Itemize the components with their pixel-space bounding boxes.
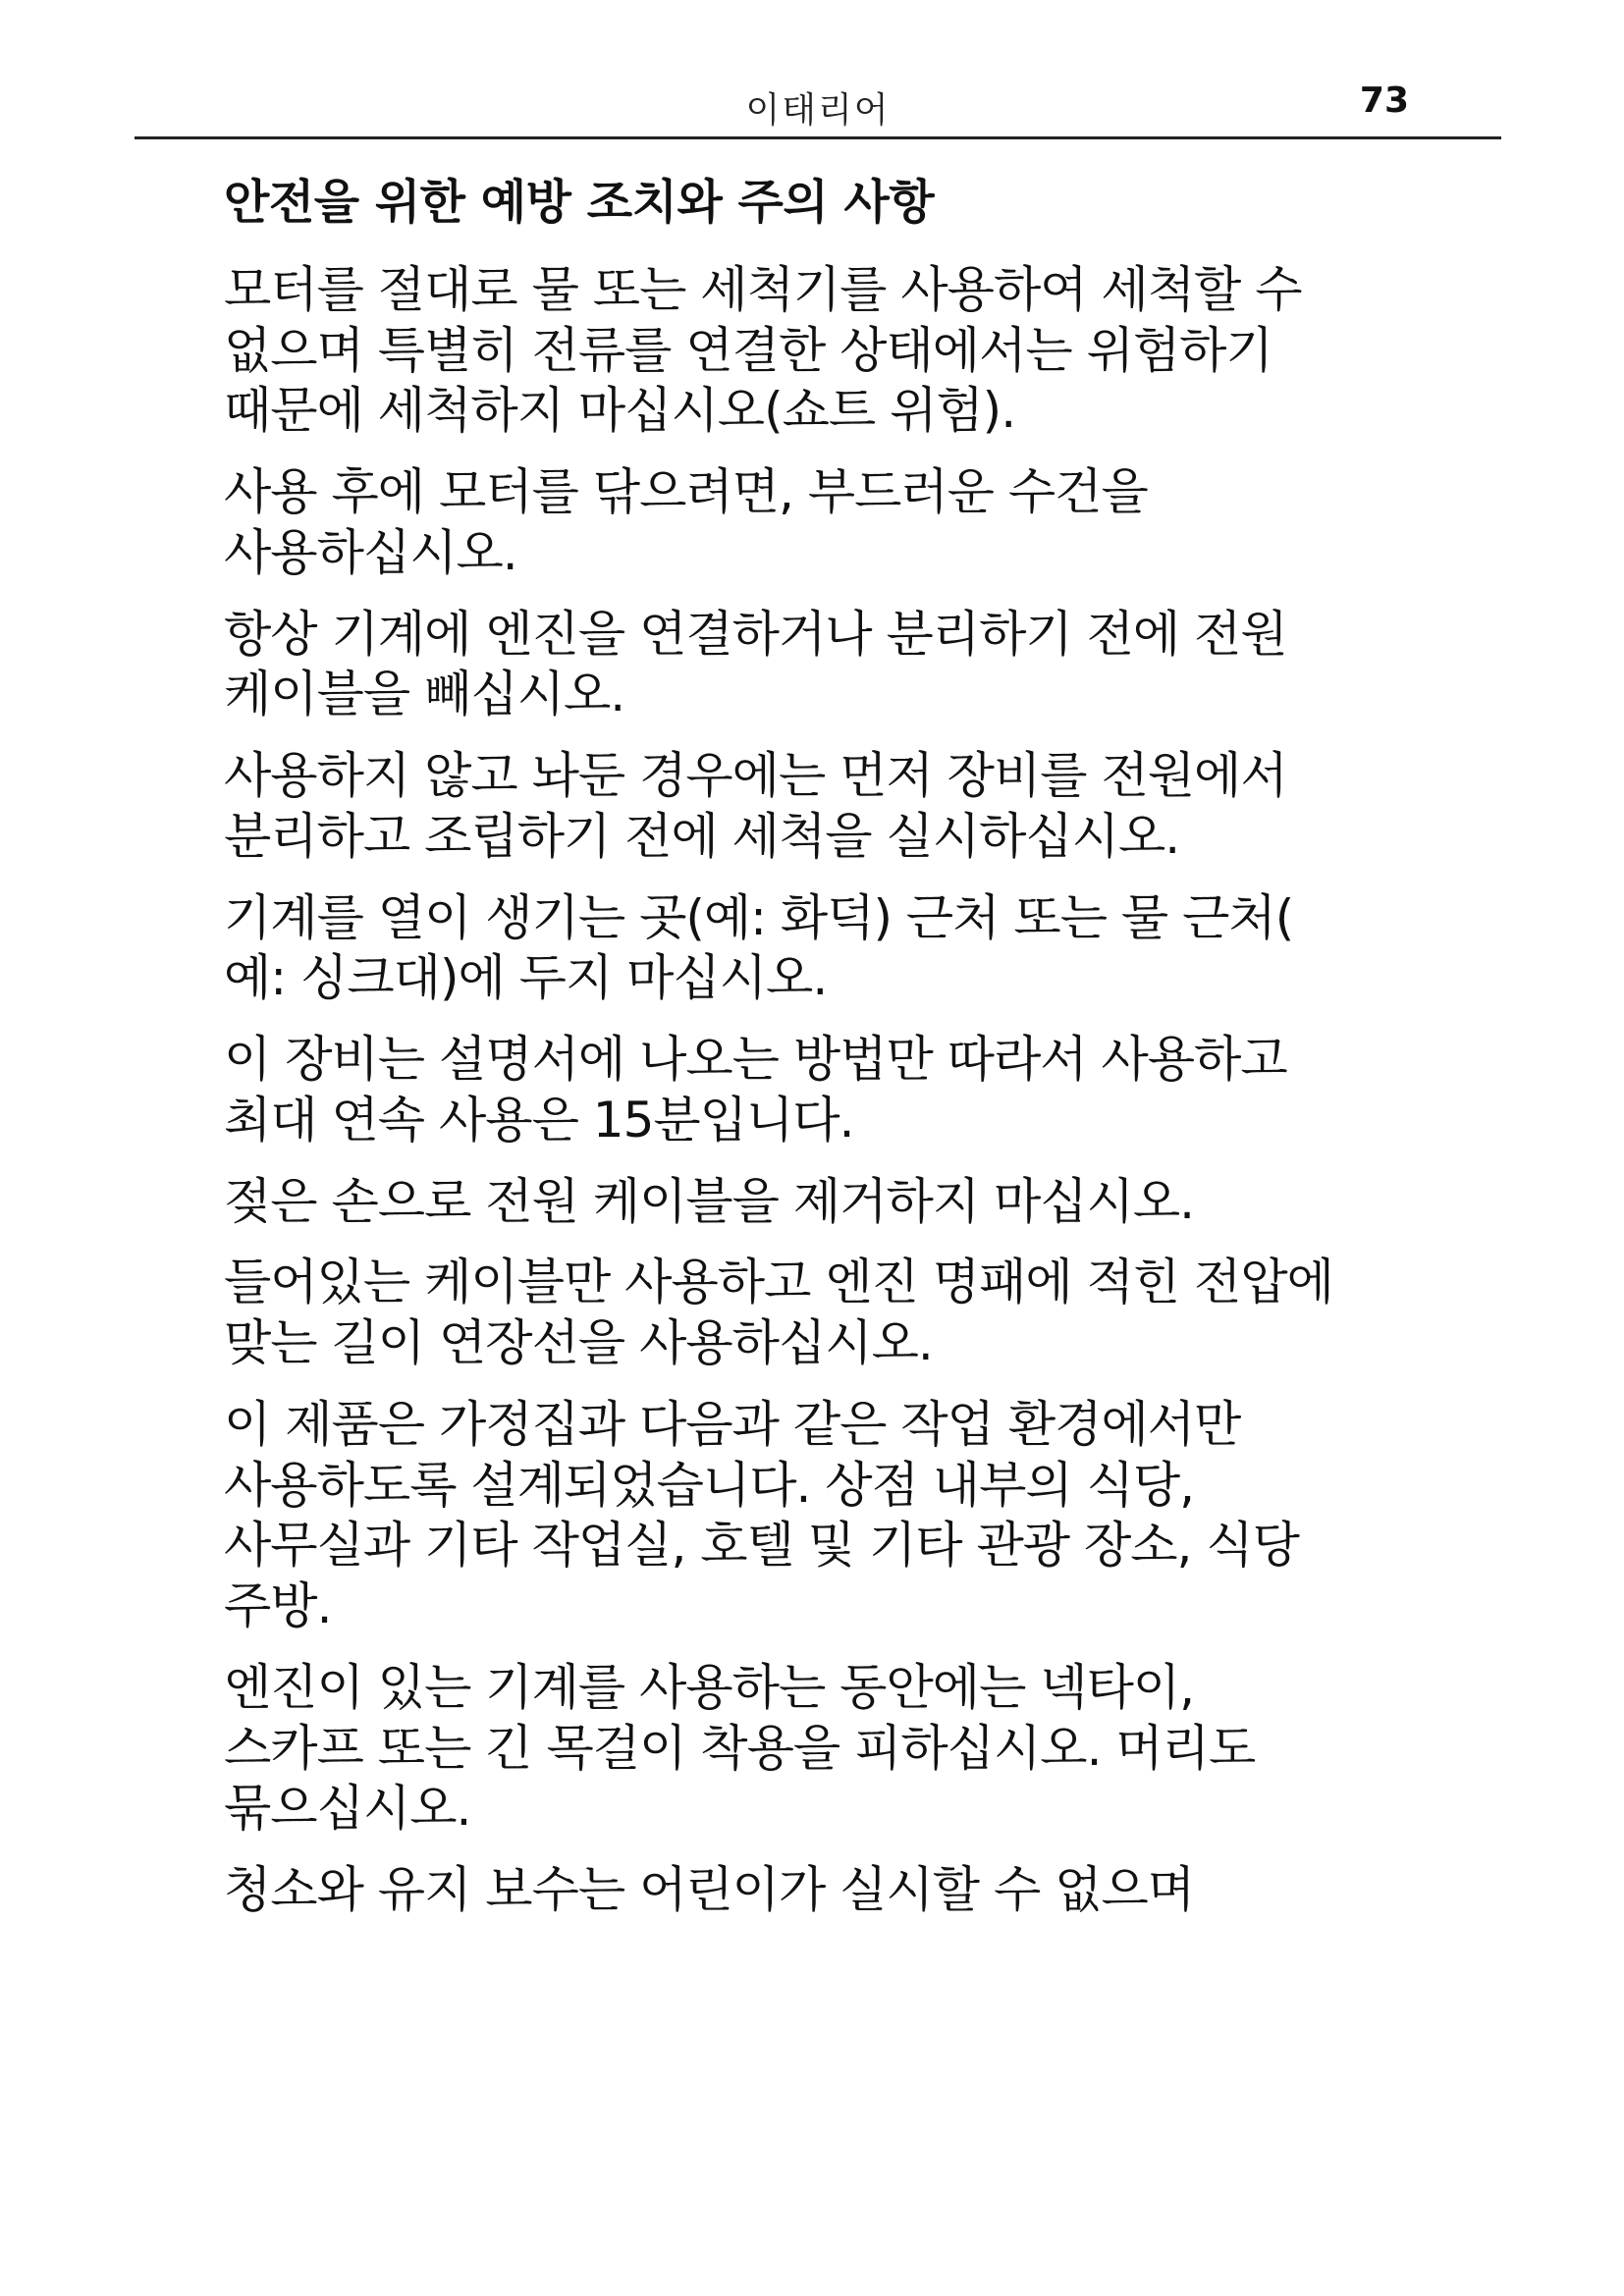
section-title: 이태리어: [745, 90, 891, 131]
main-content: [224, 171, 1441, 1942]
paragraph-wipe-after-use: 사용 후에 모터를 닦으려면, 부드러운 수건을 사용하십시오.: [224, 463, 1148, 581]
paragraph-intended-use: 이 제품은 가정집과 다음과 같은 작업 환경에서만 사용하도록 설계되었습니다. 상점 내부의 식당, 사무실과 기타 작업실, 호텔 및 기타 관광 장소, 식당 주방.: [224, 1395, 1299, 1635]
paragraph-children-maintenance: 청소와 유지 보수는 어린이가 실시할 수 없으며: [224, 1861, 1195, 1919]
page-number: 73: [1359, 80, 1409, 121]
section-heading: 안전을 위한 예방 조치와 주의 사항: [224, 175, 935, 230]
paragraph-unplug-when-idle: 사용하지 않고 놔둔 경우에는 먼저 장비를 전원에서 분리하고 조립하기 전에 세척을 실시하십시오.: [224, 747, 1287, 865]
paragraph-unplug-before-connect: 항상 기계에 엔진을 연결하거나 분리하기 전에 전원 케이블을 빼십시오.: [224, 605, 1287, 723]
paragraph-wet-hands-warning: 젖은 손으로 전원 케이블을 제거하지 마십시오.: [224, 1172, 1195, 1230]
paragraph-placement-warning: 기계를 열이 생기는 곳(예: 화덕) 근처 또는 물 근처( 예: 싱크대)에 두지 마십시오.: [224, 888, 1294, 1007]
paragraph-cable-extension: 들어있는 케이블만 사용하고 엔진 명패에 적힌 전압에 맞는 길이 연장선을 사용하십시오.: [224, 1254, 1333, 1372]
paragraph-clothing-warning: 엔진이 있는 기계를 사용하는 동안에는 넥타이, 스카프 또는 긴 목걸이 착용을 피하십시오. 머리도 묶으십시오.: [224, 1658, 1256, 1838]
paragraph-cleaning-warning: 모터를 절대로 물 또는 세척기를 사용하여 세척할 수 없으며 특별히 전류를 연결한 상태에서는 위험하기 때문에 세척하지 마십시오(쇼트 위험).: [224, 260, 1302, 440]
paragraph-usage-limit: 이 장비는 설명서에 나오는 방법만 따라서 사용하고 최대 연속 사용은 15분입니다.: [224, 1031, 1287, 1148]
page-header: [135, 77, 1501, 139]
